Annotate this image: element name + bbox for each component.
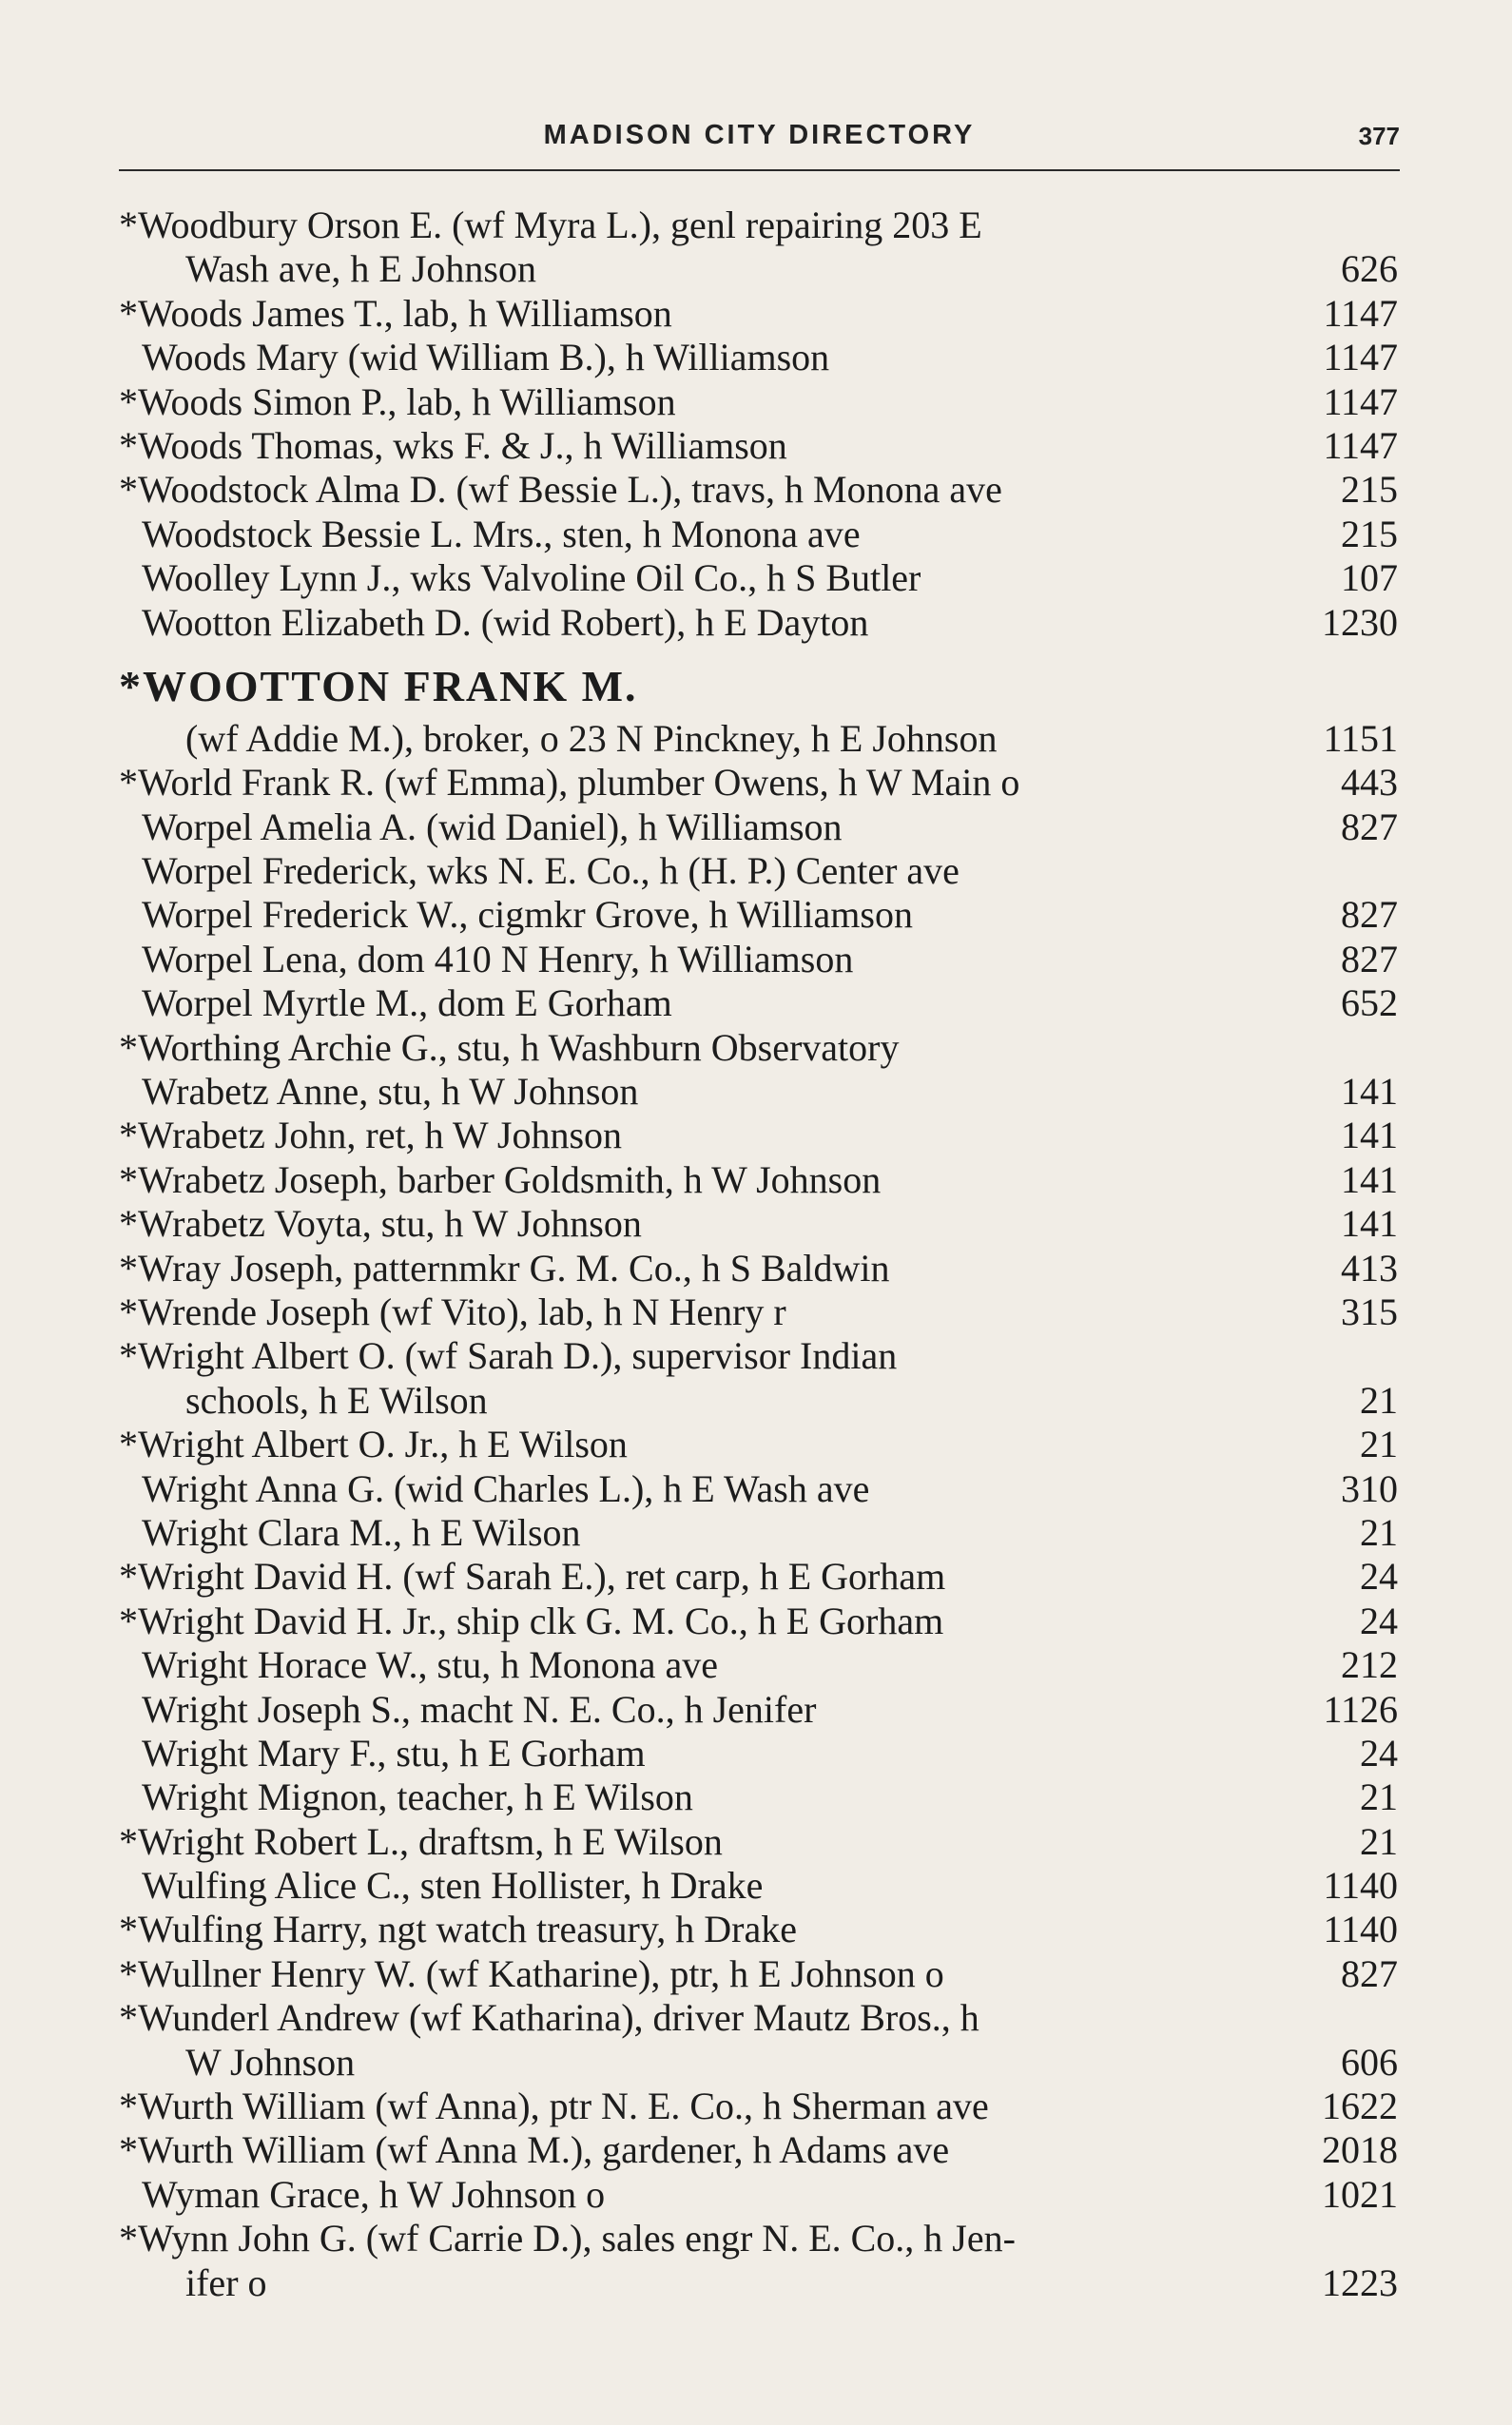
directory-entry bbox=[119, 468, 1398, 512]
entry-text: *World Frank R. (wf Emma), plumber Owens, h W Main o bbox=[119, 761, 1020, 805]
entry-number: 315 bbox=[1341, 1290, 1398, 1333]
header-rule bbox=[119, 169, 1400, 171]
entry-line bbox=[119, 1467, 1398, 1511]
entry-line bbox=[119, 336, 1398, 379]
directory-entry bbox=[119, 204, 1398, 292]
entry-text: *Wright David H. (wf Sarah E.), ret carp, h E Gorham bbox=[119, 1555, 946, 1599]
entry-number: 1230 bbox=[1322, 600, 1398, 644]
directory-entry bbox=[119, 1202, 1398, 1246]
entry-line bbox=[119, 1775, 1398, 1819]
entry-line bbox=[119, 2128, 1398, 2172]
entry-line bbox=[119, 513, 1398, 556]
directory-entry bbox=[119, 981, 1398, 1025]
entry-text: ifer o bbox=[185, 2260, 267, 2304]
entry-text: Wash ave, h E Johnson bbox=[185, 247, 536, 291]
directory-entry bbox=[119, 761, 1398, 805]
entry-number: 215 bbox=[1341, 512, 1398, 555]
entry-text: Worpel Lena, dom 410 N Henry, h Williamson bbox=[142, 937, 854, 980]
directory-entry bbox=[119, 1026, 1398, 1070]
entry-text: Wright Anna G. (wid Charles L.), h E Wash ave bbox=[142, 1466, 870, 1510]
directory-entry bbox=[119, 1688, 1398, 1732]
entry-text: *Woodbury Orson E. (wf Myra L.), genl repairing 203 E bbox=[119, 204, 982, 246]
entry-line bbox=[119, 1643, 1398, 1687]
directory-listing bbox=[119, 204, 1398, 2305]
entry-line bbox=[119, 424, 1398, 468]
directory-entry bbox=[119, 1996, 1398, 2085]
entry-text: *Woods Thomas, wks F. & J., h Williamson bbox=[119, 423, 787, 467]
entry-line bbox=[119, 893, 1398, 937]
directory-entry bbox=[119, 513, 1398, 556]
entry-number: 827 bbox=[1341, 893, 1398, 937]
entry-text: Wright Clara M., h E Wilson bbox=[142, 1510, 581, 1554]
entry-text: *Woodstock Alma D. (wf Bessie L.), travs, h Monona ave bbox=[119, 468, 1002, 512]
entry-number: 1147 bbox=[1323, 291, 1398, 335]
directory-entry bbox=[119, 1423, 1398, 1466]
entry-number: 215 bbox=[1341, 468, 1398, 512]
entry-line bbox=[119, 556, 1398, 600]
entry-text: Woolley Lynn J., wks Valvoline Oil Co., h S Butler bbox=[142, 556, 921, 600]
directory-entry bbox=[119, 1864, 1398, 1908]
directory-entry bbox=[119, 1555, 1398, 1599]
entry-line bbox=[119, 981, 1398, 1025]
entry-line bbox=[119, 1290, 1398, 1334]
directory-entry bbox=[119, 292, 1398, 336]
entry-number: 827 bbox=[1341, 1951, 1398, 1995]
entry-text: *Woods Simon P., lab, h Williamson bbox=[119, 379, 676, 423]
entry-text: Woodstock Bessie L. Mrs., sten, h Monona ave bbox=[142, 512, 861, 555]
entry-text: *Wrabetz John, ret, h W Johnson bbox=[119, 1114, 623, 1157]
directory-entry bbox=[119, 1908, 1398, 1951]
entry-text: *Wulfing Harry, ngt watch treasury, h Drake bbox=[119, 1908, 797, 1951]
entry-line bbox=[119, 1026, 1398, 1070]
entry-number: 827 bbox=[1341, 937, 1398, 980]
entry-line bbox=[119, 601, 1398, 645]
entry-text: *Wynn John G. (wf Carrie D.), sales engr N. E. Co., h Jen- bbox=[119, 2217, 1016, 2260]
entry-line bbox=[119, 1423, 1398, 1466]
entry-text: Worpel Frederick, wks N. E. Co., h (H. P.) Center ave bbox=[142, 849, 960, 893]
directory-entry bbox=[119, 1643, 1398, 1687]
entry-line bbox=[119, 1952, 1398, 1996]
entry-text: *Wright Albert O. (wf Sarah D.), supervisor Indian bbox=[119, 1334, 898, 1378]
entry-line bbox=[119, 1202, 1398, 1246]
entry-number: 24 bbox=[1360, 1555, 1398, 1599]
entry-number: 1126 bbox=[1323, 1687, 1398, 1731]
entry-number: 1147 bbox=[1323, 423, 1398, 467]
directory-entry bbox=[119, 1290, 1398, 1334]
running-title: MADISON CITY DIRECTORY bbox=[543, 120, 976, 150]
entry-text: *Wright David H. Jr., ship clk G. M. Co., h E Gorham bbox=[119, 1599, 944, 1642]
entry-line bbox=[119, 2041, 1398, 2085]
entry-text: Wright Joseph S., macht N. E. Co., h Jenifer bbox=[142, 1687, 817, 1731]
entry-text: schools, h E Wilson bbox=[185, 1378, 488, 1422]
entry-line bbox=[119, 2261, 1398, 2305]
entry-line bbox=[119, 1511, 1398, 1555]
entry-line bbox=[119, 1688, 1398, 1732]
entry-text: *Wright Robert L., draftsm, h E Wilson bbox=[119, 1819, 723, 1863]
entry-text: Wyman Grace, h W Johnson o bbox=[142, 2172, 606, 2216]
directory-entry bbox=[119, 1600, 1398, 1643]
entry-line bbox=[119, 204, 1398, 247]
entry-line bbox=[119, 1996, 1398, 2040]
directory-entry bbox=[119, 1247, 1398, 1290]
directory-entry bbox=[119, 1070, 1398, 1114]
page-number: 377 bbox=[1358, 122, 1400, 150]
directory-entry bbox=[119, 893, 1398, 937]
entry-line bbox=[119, 938, 1398, 981]
entry-text: Worpel Myrtle M., dom E Gorham bbox=[142, 981, 672, 1025]
entry-line bbox=[119, 1114, 1398, 1157]
entry-number: 141 bbox=[1341, 1157, 1398, 1201]
directory-entry bbox=[119, 1952, 1398, 1996]
entry-text: Wright Horace W., stu, h Monona ave bbox=[142, 1643, 719, 1687]
entry-text: Worpel Amelia A. (wid Daniel), h Williamson bbox=[142, 805, 843, 848]
directory-entry bbox=[119, 805, 1398, 849]
entry-line bbox=[119, 1820, 1398, 1864]
entry-text: *Wrende Joseph (wf Vito), lab, h N Henry r bbox=[119, 1290, 786, 1333]
entry-number: 24 bbox=[1360, 1599, 1398, 1642]
page-header bbox=[119, 120, 1400, 152]
entry-number: 21 bbox=[1360, 1510, 1398, 1554]
entry-line bbox=[119, 1379, 1398, 1423]
entry-text: *Wurth William (wf Anna M.), gardener, h Adams ave bbox=[119, 2128, 950, 2172]
entry-line bbox=[119, 1732, 1398, 1775]
directory-entry bbox=[119, 656, 1398, 761]
entry-text: *Wurth William (wf Anna), ptr N. E. Co., h Sherman ave bbox=[119, 2085, 989, 2128]
entry-number: 1021 bbox=[1322, 2172, 1398, 2216]
entry-line bbox=[119, 1908, 1398, 1951]
entry-text: Wulfing Alice C., sten Hollister, h Drake bbox=[142, 1864, 764, 1908]
entry-text: *Wrabetz Voyta, stu, h W Johnson bbox=[119, 1202, 642, 1246]
entry-line bbox=[119, 849, 1398, 893]
entry-line bbox=[119, 1070, 1398, 1114]
directory-entry bbox=[119, 1775, 1398, 1819]
entry-number: 413 bbox=[1341, 1246, 1398, 1290]
directory-entry bbox=[119, 556, 1398, 600]
entry-number: 21 bbox=[1360, 1775, 1398, 1819]
entry-line bbox=[119, 380, 1398, 424]
entry-number: 21 bbox=[1360, 1819, 1398, 1863]
entry-number: 1622 bbox=[1322, 2085, 1398, 2128]
entry-text: Woods Mary (wid William B.), h Williamson bbox=[142, 336, 830, 379]
directory-entry bbox=[119, 1511, 1398, 1555]
entry-bold-name: *WOOTTON FRANK M. bbox=[119, 661, 638, 710]
entry-text: Wrabetz Anne, stu, h W Johnson bbox=[142, 1070, 639, 1114]
entry-text: Wright Mignon, teacher, h E Wilson bbox=[142, 1775, 693, 1819]
directory-entry bbox=[119, 938, 1398, 981]
entry-text: (wf Addie M.), broker, o 23 N Pinckney, h E Johnson bbox=[185, 716, 998, 760]
entry-number: 1147 bbox=[1323, 336, 1398, 379]
entry-number: 1140 bbox=[1323, 1908, 1398, 1951]
entry-number: 827 bbox=[1341, 805, 1398, 848]
entry-line bbox=[119, 1247, 1398, 1290]
entry-line bbox=[119, 247, 1398, 291]
entry-number: 652 bbox=[1341, 981, 1398, 1025]
entry-text: *Woods James T., lab, h Williamson bbox=[119, 291, 672, 335]
directory-entry bbox=[119, 1158, 1398, 1202]
entry-line bbox=[119, 2173, 1398, 2217]
entry-number: 1147 bbox=[1323, 379, 1398, 423]
entry-text: *Wullner Henry W. (wf Katharine), ptr, h E Johnson o bbox=[119, 1951, 944, 1995]
entry-number: 606 bbox=[1341, 2040, 1398, 2084]
entry-line bbox=[119, 1555, 1398, 1599]
directory-entry bbox=[119, 2217, 1398, 2305]
entry-number: 21 bbox=[1360, 1378, 1398, 1422]
entry-text: *Worthing Archie G., stu, h Washburn Observatory bbox=[119, 1025, 900, 1069]
entry-number: 1151 bbox=[1323, 716, 1398, 760]
entry-line bbox=[119, 717, 1398, 761]
entry-line bbox=[119, 805, 1398, 849]
entry-text: *Wrabetz Joseph, barber Goldsmith, h W Johnson bbox=[119, 1157, 882, 1201]
entry-text: *Wright Albert O. Jr., h E Wilson bbox=[119, 1423, 628, 1466]
entry-line bbox=[119, 1158, 1398, 1202]
entry-line bbox=[119, 1864, 1398, 1908]
directory-entry bbox=[119, 1467, 1398, 1511]
entry-number: 24 bbox=[1360, 1731, 1398, 1775]
entry-number: 141 bbox=[1341, 1202, 1398, 1246]
entry-number: 141 bbox=[1341, 1114, 1398, 1157]
entry-text: Worpel Frederick W., cigmkr Grove, h Williamson bbox=[142, 893, 913, 937]
entry-number: 626 bbox=[1341, 247, 1398, 291]
directory-entry bbox=[119, 1334, 1398, 1423]
entry-line bbox=[119, 2217, 1398, 2260]
directory-entry bbox=[119, 2085, 1398, 2128]
entry-line bbox=[119, 2085, 1398, 2128]
entry-line bbox=[119, 1600, 1398, 1643]
directory-entry bbox=[119, 2128, 1398, 2172]
directory-entry bbox=[119, 380, 1398, 424]
directory-entry bbox=[119, 1732, 1398, 1775]
entry-number: 2018 bbox=[1322, 2128, 1398, 2172]
entry-line bbox=[119, 1334, 1398, 1378]
entry-text: Wright Mary F., stu, h E Gorham bbox=[142, 1731, 646, 1775]
directory-entry bbox=[119, 2173, 1398, 2217]
entry-text: *Wray Joseph, patternmkr G. M. Co., h S Baldwin bbox=[119, 1246, 890, 1290]
entry-number: 107 bbox=[1341, 556, 1398, 600]
entry-text: W Johnson bbox=[185, 2040, 356, 2084]
entry-text: Wootton Elizabeth D. (wid Robert), h E Dayton bbox=[142, 600, 869, 644]
entry-number: 1223 bbox=[1322, 2260, 1398, 2304]
directory-entry bbox=[119, 1820, 1398, 1864]
directory-entry bbox=[119, 601, 1398, 645]
entry-line bbox=[119, 292, 1398, 336]
entry-number: 1140 bbox=[1323, 1864, 1398, 1908]
entry-line bbox=[119, 468, 1398, 512]
entry-number: 443 bbox=[1341, 761, 1398, 805]
directory-entry bbox=[119, 424, 1398, 468]
entry-text: *Wunderl Andrew (wf Katharina), driver Mautz Bros., h bbox=[119, 1996, 979, 2040]
entry-line bbox=[119, 761, 1398, 805]
entry-number: 310 bbox=[1341, 1466, 1398, 1510]
entry-number: 141 bbox=[1341, 1070, 1398, 1114]
entry-number: 212 bbox=[1341, 1643, 1398, 1687]
directory-entry bbox=[119, 849, 1398, 893]
directory-entry bbox=[119, 336, 1398, 379]
entry-number: 21 bbox=[1360, 1423, 1398, 1466]
directory-entry bbox=[119, 1114, 1398, 1157]
